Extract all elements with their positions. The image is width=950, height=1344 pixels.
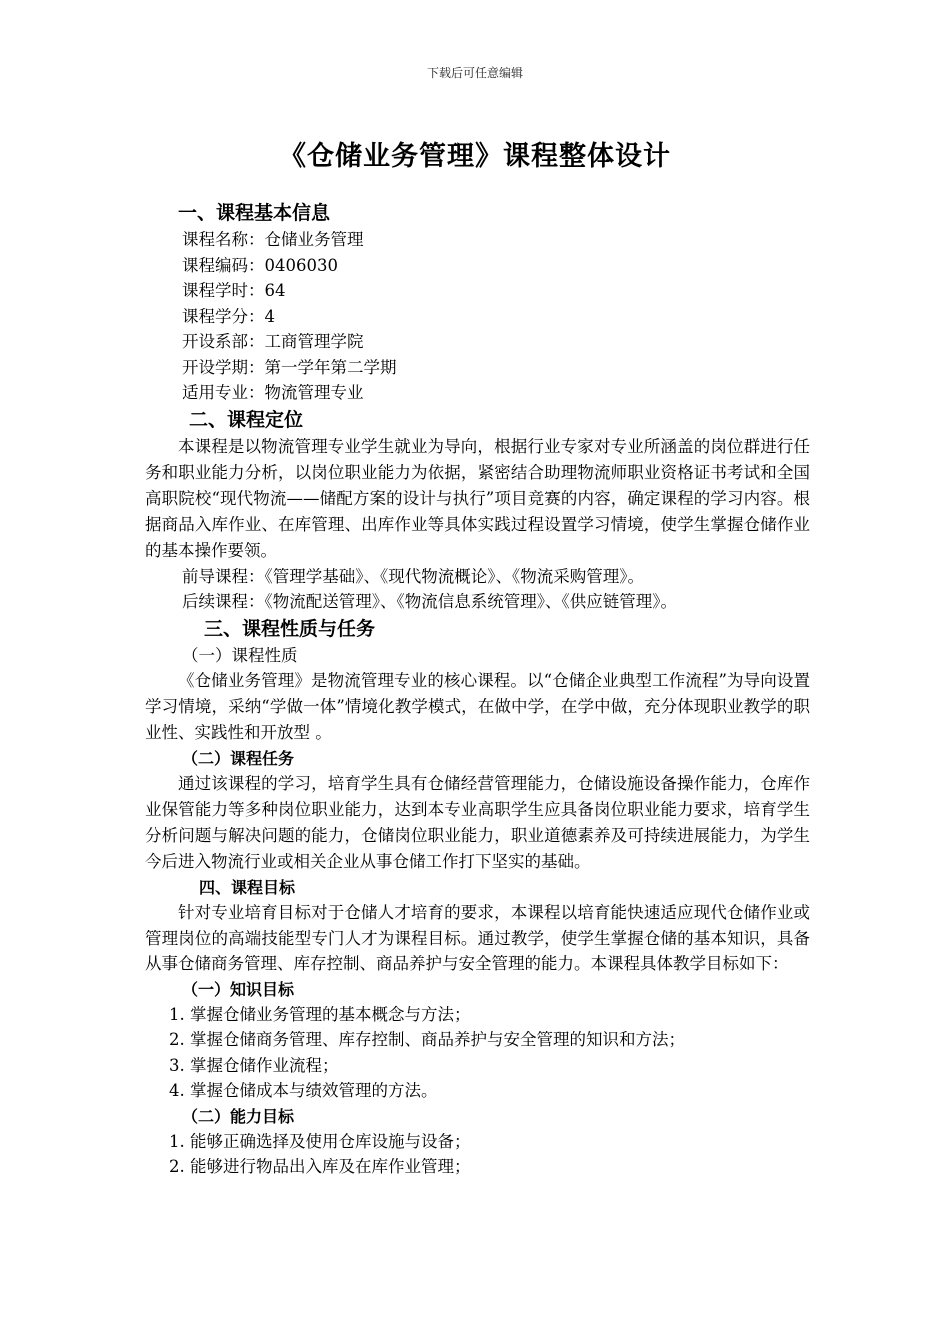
info-course-credits: 课程学分：4: [182, 306, 275, 326]
info-semester: 开设学期：第一学年第二学期: [182, 357, 397, 377]
list-item: 1. 掌握仓储业务管理的基本概念与方法；: [169, 1004, 471, 1024]
section-heading-positioning: 二、课程定位: [189, 408, 304, 431]
info-course-name: 课程名称：仓储业务管理: [182, 230, 364, 249]
info-department: 开设系部：工商管理学院: [182, 332, 364, 351]
subheading-ability-goals: （二）能力目标: [182, 1106, 295, 1126]
info-course-code: 课程编码：0406030: [182, 255, 338, 275]
course-tasks-paragraph: 通过该课程的学习，培育学生具有仓储经营管理能力，仓储设施设备操作能力，仓库作业保管能力等多种岗位职业能力，达到本专业高职学生应具备岗位职业能力要求，培育学生分析问题与解决问题的能力，仓储岗位职业能力，职业道德素养及可持续进展能力，为学生今后进入物流行业或相关企业从事仓储工作打下坚实的基础。: [145, 774, 810, 871]
list-item: 2. 能够进行物品出入库及在库作业管理；: [169, 1157, 471, 1176]
document-title: 《仓储业务管理》课程整体设计: [279, 141, 671, 172]
section-heading-basic-info: 一、课程基本信息: [178, 202, 331, 224]
followup-courses: 后续课程：《物流配送管理》、《物流信息系统管理》、《供应链管理》。: [182, 592, 677, 611]
prerequisite-courses: 前导课程：《管理学基础》、《现代物流概论》、《物流采购管理》。: [182, 566, 644, 586]
document-body: [145, 199, 810, 1180]
list-item: 3. 掌握仓储作业流程；: [169, 1055, 339, 1075]
info-major: 适用专业：物流管理专业: [182, 383, 364, 402]
course-nature-paragraph: 《仓储业务管理》是物流管理专业的核心课程。以“仓储企业典型工作流程”为导向设置学习情境，采纳“学做一体”情境化教学模式，在做中学，在学中做，充分体现职业教学的职业性、实践性和开放型 。: [145, 671, 810, 742]
info-course-hours: 课程学时：64: [182, 281, 286, 300]
ability-goals-list: [145, 1129, 810, 1180]
list-item: 2. 掌握仓储商务管理、库存控制、商品养护与安全管理的知识和方法；: [169, 1030, 685, 1049]
knowledge-goals-list: [145, 1002, 810, 1104]
objectives-paragraph: 针对专业培育目标对于仓储人才培育的要求，本课程以培育能快速适应现代仓储作业或管理岗位的高端技能型专门人才为课程目标。通过教学，使学生掌握仓储的基本知识，具备从事仓储商务管理、库存控制、商品养护与安全管理的能力。本课程具体教学目标如下：: [145, 903, 810, 973]
section-heading-objectives: 四、课程目标: [199, 878, 296, 897]
basic-info-list: [145, 227, 810, 406]
subheading-course-tasks: （二）课程任务: [182, 749, 295, 768]
section-heading-nature-tasks: 三、课程性质与任务: [204, 617, 376, 640]
page-header: 下载后可任意编辑: [426, 66, 523, 80]
positioning-paragraph: 本课程是以物流管理专业学生就业为导向，根据行业专家对专业所涵盖的岗位群进行任务和职业能力分析，以岗位职业能力为依据，紧密结合助理物流师职业资格证书考试和全国高职院校“现代物流——储配方案的设计与执行”项目竞赛的内容，确定课程的学习内容。根据商品入库作业、在库管理、出库作业等具体实践过程设置学习情境，使学生掌握仓储作业的基本操作要领。: [145, 436, 810, 560]
subheading-course-nature: （一）课程性质: [182, 645, 298, 665]
subheading-knowledge-goals: （一）知识目标: [182, 979, 295, 999]
list-item: 4. 掌握仓储成本与绩效管理的方法。: [169, 1081, 438, 1100]
list-item: 1. 能够正确选择及使用仓库设施与设备；: [169, 1131, 471, 1151]
